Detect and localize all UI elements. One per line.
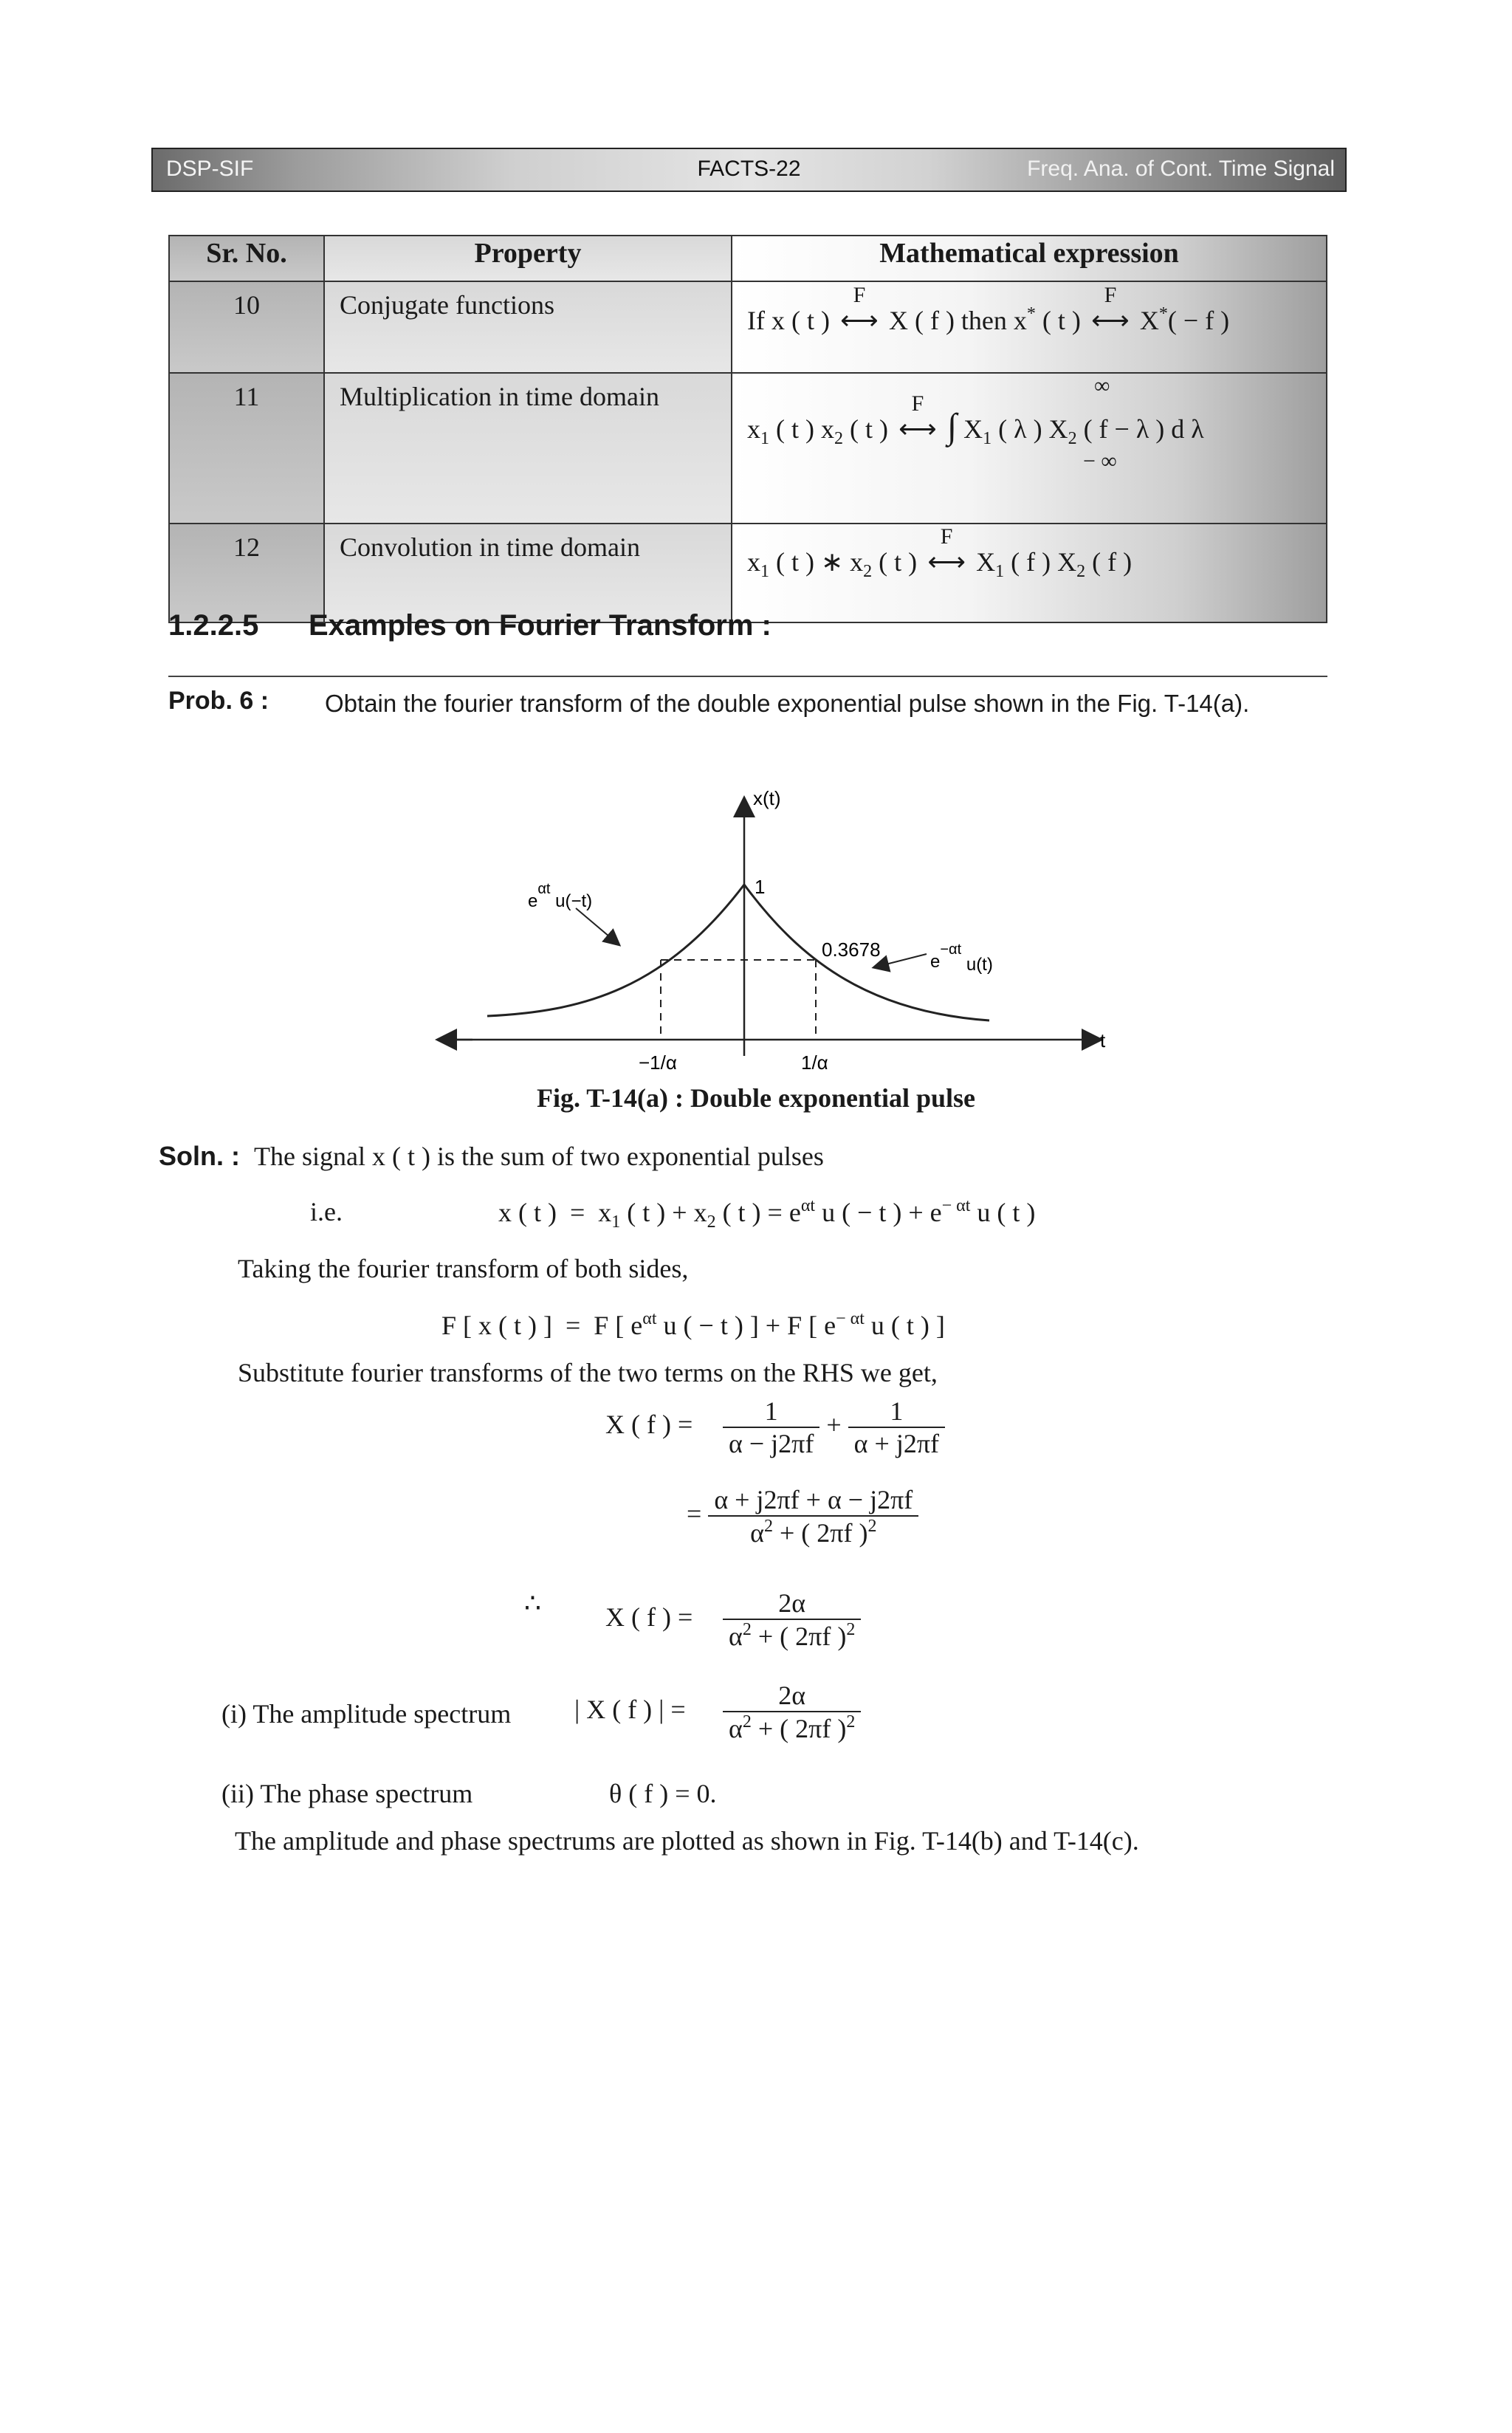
closing-text: The amplitude and phase spectrums are plotted as shown in Fig. T-14(b) and T-14(c). <box>235 1826 1139 1856</box>
equation-3: X ( f ) = $\frac{1}{\alpha - j2\pi f}$ + $\frac{1}{\alpha + j2\pi f}$ <box>605 1396 945 1459</box>
therefore-symbol: ∴ <box>524 1588 541 1618</box>
header-expression: Mathematical expression <box>732 236 1327 281</box>
xf-lhs-2: X ( f ) = <box>605 1602 693 1632</box>
row-property: Convolution in time domain <box>324 524 732 622</box>
divider <box>168 676 1327 677</box>
solution-text-1: The signal x ( t ) is the sum of two exponential pulses <box>254 1142 824 1171</box>
left-curve-label: $e^{\alpha t}$ u(−t) <box>528 881 593 911</box>
solution-text-2: Taking the fourier transform of both sides, <box>238 1254 689 1283</box>
table-row <box>169 524 1327 622</box>
right-curve-label: $e^{-\alpha t}$ u(t) <box>930 941 993 975</box>
table-row <box>169 373 1327 524</box>
running-header <box>151 148 1347 192</box>
header-page-number: FACTS-22 <box>697 157 801 181</box>
problem-text: Obtain the fourier transform of the double exponential pulse shown in the Fig. T-14(a). <box>325 690 1250 717</box>
solution-label: Soln. : <box>159 1141 240 1171</box>
section-title: Examples on Fourier Transform : <box>309 609 772 642</box>
xf-lhs: X ( f ) = <box>605 1410 693 1440</box>
row-expression: ∞ $x_1$ ( t ) $x_2$ ( t ) F ⟷ ∫ $X_1$ ( λ ) $X_2$ ( f − λ ) d λ − ∞ <box>732 373 1327 524</box>
section-heading <box>168 609 772 642</box>
header-sr-no: Sr. No. <box>169 236 324 281</box>
equation-amplitude: | X ( f ) | = $\frac{2\alpha}{\alpha^2 + ( 2\pi f )^2}$ <box>574 1680 861 1744</box>
solution-line-1 <box>159 1141 824 1172</box>
figure-caption: Fig. T-14(a) : Double exponential pulse <box>536 1083 976 1113</box>
peak-label: 1 <box>755 876 766 898</box>
header-property: Property <box>324 236 732 281</box>
amplitude-label: (i) The amplitude spectrum <box>221 1699 512 1729</box>
phase-label: (ii) The phase spectrum <box>221 1779 473 1808</box>
table-row <box>169 281 1327 373</box>
amplitude-lhs: | X ( f ) | = <box>574 1694 686 1724</box>
value-label: 0.3678 <box>822 938 881 961</box>
table-header-row <box>169 236 1327 281</box>
equation-2: F [ x ( t ) ] = F [ $e^{\alpha t}$ u ( − t ) ] + F [ $e^{- \alpha t}$ u ( t ) ] <box>441 1309 945 1340</box>
header-left-text: DSP-SIF <box>166 157 254 181</box>
right-tick-label: 1/α <box>801 1051 828 1074</box>
ie-label: i.e. <box>310 1197 343 1226</box>
t-axis-label: t <box>1100 1029 1106 1051</box>
row-number: 11 <box>169 373 324 524</box>
row-expression: $x_1$ ( t ) ∗ $x_2$ ( t ) F ⟷ $X_1$ ( f ) $X_2$ ( f ) <box>732 524 1327 622</box>
double-exponential-figure <box>413 768 1152 1093</box>
header-chapter-title: Freq. Ana. of Cont. Time Signal <box>1027 157 1335 181</box>
row-number: 12 <box>169 524 324 622</box>
phase-equation: θ ( f ) = 0. <box>609 1779 717 1808</box>
solution-text-3: Substitute fourier transforms of the two terms on the RHS we get, <box>238 1358 938 1387</box>
left-tick-label: −1/α <box>639 1051 677 1074</box>
row-property: Multiplication in time domain <box>324 373 732 524</box>
left-exponential-curve <box>487 885 744 1016</box>
equation-1: x ( t ) = $x_1$ ( t ) + $x_2$ ( t ) = $e^{\alpha t}$ u ( − t ) + $e^{- \alpha t}$ u ( t ) <box>498 1196 1036 1232</box>
row-property: Conjugate functions <box>324 281 732 373</box>
y-axis-label: x(t) <box>753 787 781 809</box>
problem-label: Prob. 6 : <box>168 687 269 715</box>
row-expression: If x ( t ) F ⟷ X ( f ) then x* ( t ) F ⟷ X*( − f ) <box>732 281 1327 373</box>
row-number: 10 <box>169 281 324 373</box>
properties-table <box>168 235 1327 623</box>
left-curve-pointer <box>576 908 614 941</box>
equation-4: = $\frac{\alpha + j2\pi f + \alpha - j2\pi f}{\alpha^2 + ( 2\pi f )^2}$ <box>687 1484 918 1548</box>
right-curve-pointer <box>880 954 927 966</box>
equation-5: X ( f ) = $\frac{2\alpha}{\alpha^2 + ( 2\pi f )^2}$ <box>605 1588 861 1652</box>
section-number: 1.2.2.5 <box>168 609 259 642</box>
